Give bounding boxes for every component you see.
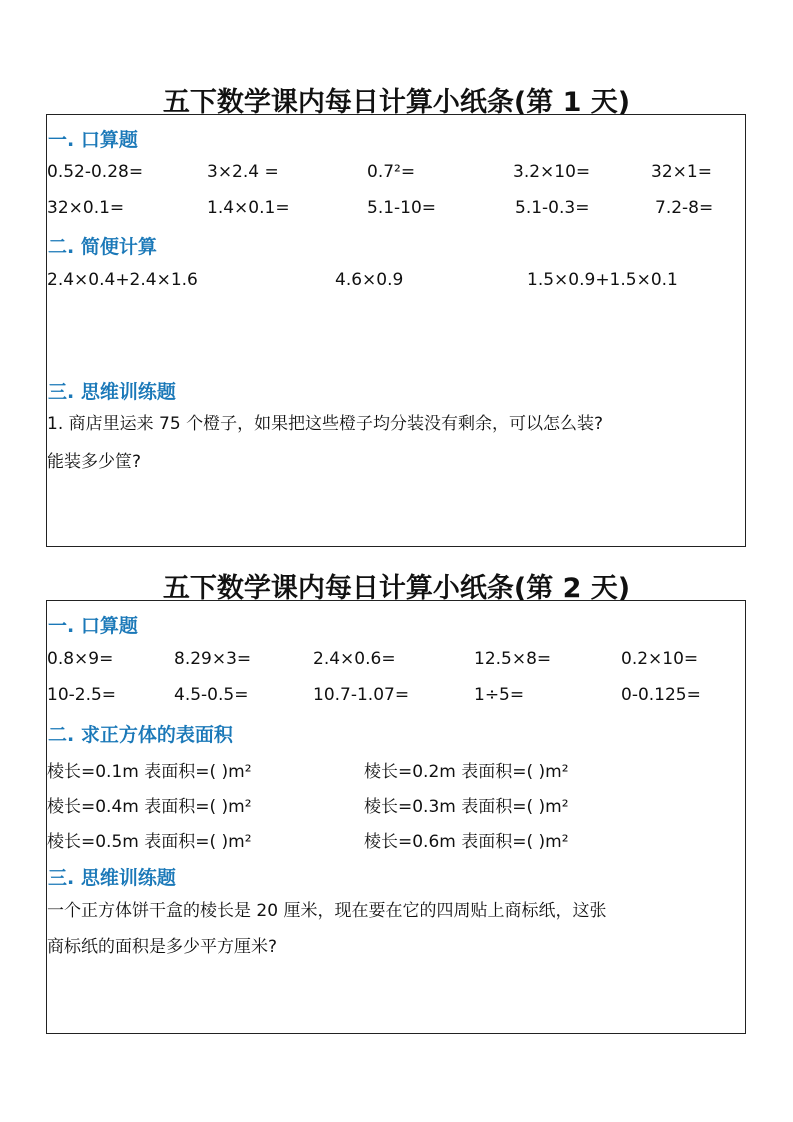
- oral-problem: 3.2×10=: [513, 162, 591, 182]
- oral-problem: 0-0.125=: [621, 685, 701, 705]
- oral-problem: 12.5×8=: [474, 649, 552, 669]
- oral-problem: 32×0.1=: [47, 198, 125, 218]
- sheet1-section-thinking: 三. 思维训练题: [48, 381, 176, 403]
- oral-problem: 2.4×0.6=: [313, 649, 396, 669]
- sheet2-problem-line: 一个正方体饼干盒的棱长是 20 厘米，现在要在它的四周贴上商标纸，这张: [47, 901, 607, 921]
- oral-problem: 7.2-8=: [655, 198, 714, 218]
- sheet1-box: [46, 114, 746, 547]
- cube-problem: 棱长=0.2m 表面积=( )m²: [364, 762, 569, 782]
- sheet2-cube-row: [47, 757, 747, 783]
- oral-problem: 4.5-0.5=: [174, 685, 249, 705]
- cube-problem: 棱长=0.6m 表面积=( )m²: [364, 832, 569, 852]
- sheet1-problem-line: 1. 商店里运来 75 个橙子，如果把这些橙子均分装没有剩余，可以怎么装?: [47, 414, 604, 434]
- sheet2-problem-line: 商标纸的面积是多少平方厘米?: [47, 937, 278, 957]
- sheet2-section-oral: 一. 口算题: [48, 615, 138, 637]
- cube-problem: 棱长=0.1m 表面积=( )m²: [47, 762, 252, 782]
- simple-problem: 1.5×0.9+1.5×0.1: [527, 270, 678, 290]
- simple-problem: 2.4×0.4+2.4×1.6: [47, 270, 198, 290]
- sheet2-section-cube: 二. 求正方体的表面积: [48, 724, 233, 746]
- sheet2-oral-row: [47, 685, 747, 711]
- oral-problem: 1÷5=: [474, 685, 525, 705]
- sheet1-section-simple: 二. 简便计算: [48, 236, 157, 258]
- oral-problem: 0.7²=: [367, 162, 416, 182]
- simple-problem: 4.6×0.9: [335, 270, 404, 290]
- oral-problem: 0.52-0.28=: [47, 162, 144, 182]
- cube-problem: 棱长=0.4m 表面积=( )m²: [47, 797, 252, 817]
- sheet2-oral-row: [47, 649, 747, 675]
- cube-problem: 棱长=0.5m 表面积=( )m²: [47, 832, 252, 852]
- oral-problem: 10.7-1.07=: [313, 685, 410, 705]
- oral-problem: 1.4×0.1=: [207, 198, 290, 218]
- oral-problem: 0.8×9=: [47, 649, 114, 669]
- sheet2-cube-row: [47, 827, 747, 853]
- oral-problem: 32×1=: [651, 162, 712, 182]
- sheet1-oral-row: [47, 198, 747, 224]
- sheet1-simple-row: [47, 270, 747, 296]
- cube-problem: 棱长=0.3m 表面积=( )m²: [364, 797, 569, 817]
- sheet1-section-oral: 一. 口算题: [48, 129, 138, 151]
- sheet2-box: [46, 600, 746, 1034]
- oral-problem: 3×2.4 =: [207, 162, 279, 182]
- oral-problem: 5.1-10=: [367, 198, 437, 218]
- sheet1-oral-row: [47, 162, 747, 188]
- sheet1-title: 五下数学课内每日计算小纸条(第 1 天): [162, 87, 631, 118]
- oral-problem: 10-2.5=: [47, 685, 117, 705]
- sheet2-section-thinking: 三. 思维训练题: [48, 867, 176, 889]
- oral-problem: 8.29×3=: [174, 649, 252, 669]
- sheet2-title: 五下数学课内每日计算小纸条(第 2 天): [162, 573, 631, 604]
- oral-problem: 5.1-0.3=: [515, 198, 590, 218]
- sheet1-problem-line: 能装多少筐?: [47, 452, 142, 472]
- sheet2-cube-row: [47, 792, 747, 818]
- oral-problem: 0.2×10=: [621, 649, 699, 669]
